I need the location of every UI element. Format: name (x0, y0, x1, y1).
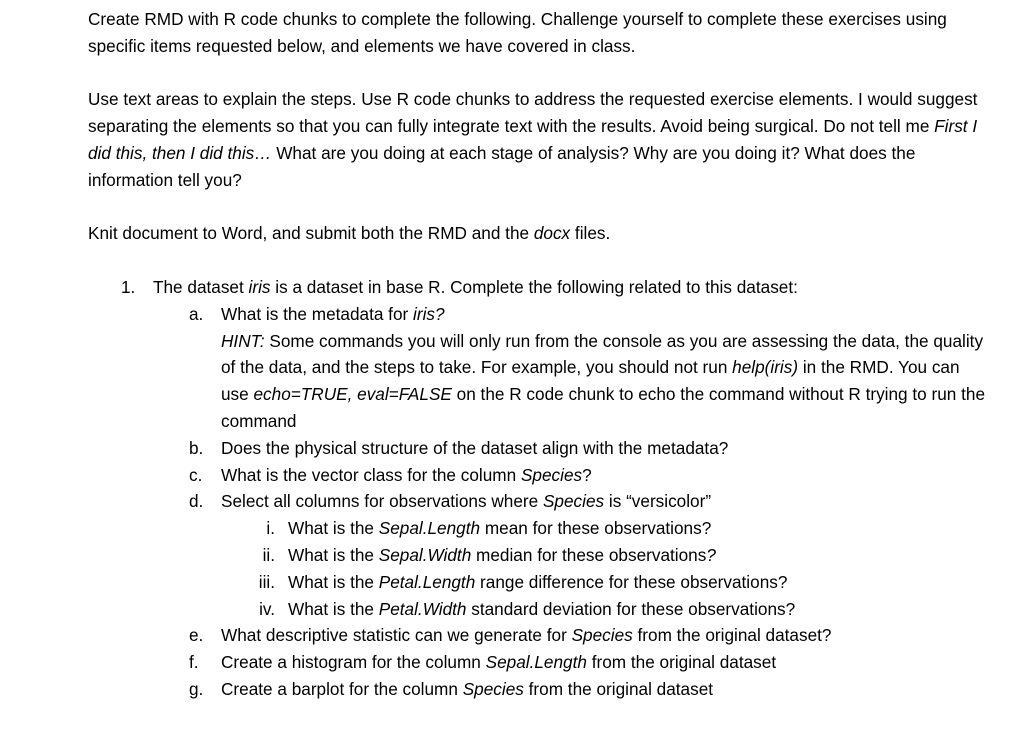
item-label: g. (189, 678, 204, 699)
exercise-1d-iii: iii. What is the Petal.Length range difference for these observations? (88, 569, 988, 596)
exercise-1d-iv: iv. What is the Petal.Width standard deviation for these observations? (88, 596, 988, 623)
item-label: iv. (259, 598, 275, 619)
paragraph-gap (88, 247, 988, 274)
exercise-1c: c. What is the vector class for the column Species? (88, 462, 988, 489)
paragraph-gap (88, 60, 988, 87)
exercise-1a: a. What is the metadata for iris? (88, 301, 988, 328)
intro-paragraph-3: Knit document to Word, and submit both the RMD and the docx files. (88, 223, 611, 244)
document-page (88, 6, 988, 703)
intro-paragraph-1: Create RMD with R code chunks to complete the following. Challenge yourself to complete these exercises using specific items requested below, and elements we have covered in class. (88, 9, 947, 56)
exercise-list (88, 274, 988, 703)
item-label: d. (189, 491, 204, 512)
hint-paragraph: HINT: Some commands you will only run from the console as you are assessing the data, the quality of the data, and the steps to take. For example, you should not run help(iris) in the RMD. You can use echo=TRUE, eval=FALSE on the R code chunk to echo the command without R trying to run the command (221, 330, 986, 431)
exercise-1d-i: i. What is the Sepal.Length mean for these observations? (88, 515, 988, 542)
exercise-1f: f. Create a histogram for the column Sepal.Length from the original dataset (88, 649, 988, 676)
item-label: ii. (262, 544, 275, 565)
paragraph-gap (88, 194, 988, 221)
exercise-1d: d. Select all columns for observations where Species is “versicolor” (88, 488, 988, 515)
item-label: iii. (258, 571, 275, 592)
exercise-number: 1. (121, 276, 136, 297)
exercise-1: 1. The dataset iris is a dataset in base R. Complete the following related to this dataset: (88, 274, 988, 301)
item-label: a. (189, 303, 204, 324)
exercise-1g: g. Create a barplot for the column Species from the original dataset (88, 676, 988, 703)
exercise-1d-ii: ii. What is the Sepal.Width median for these observations? (88, 542, 988, 569)
exercise-1b: b. Does the physical structure of the dataset align with the metadata? (88, 435, 988, 462)
item-label: i. (266, 518, 275, 539)
item-label: f. (189, 652, 199, 673)
item-label: e. (189, 625, 204, 646)
intro-paragraph-2: Use text areas to explain the steps. Use R code chunks to address the requested exercise elements. I would suggest separating the elements so that you can fully integrate text with the results. Avoid being surgical. Do not tell me First I did this, then I did this… What are you doing at each stage of analysis? Why are you doing it? What does the information tell you? (88, 89, 978, 190)
exercise-1e: e. What descriptive statistic can we generate for Species from the original dataset? (88, 622, 988, 649)
item-label: b. (189, 437, 204, 458)
item-label: c. (189, 464, 203, 485)
